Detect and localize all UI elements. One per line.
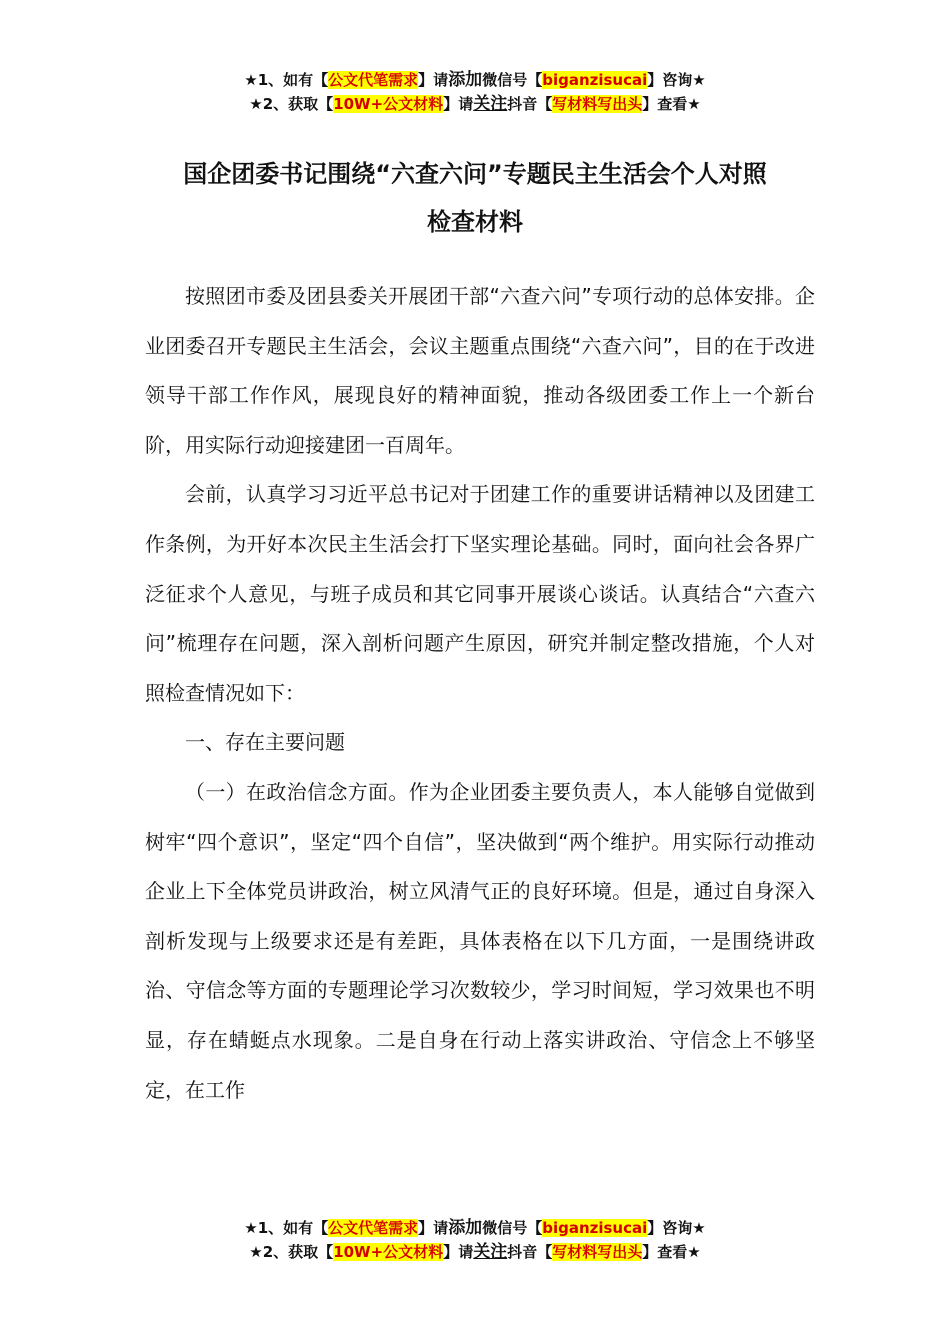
section-heading: 一、存在主要问题 [185,730,345,755]
paragraph: （一）在政治信念方面。作为企业团委主要负责人，本人能够自觉做到树牢“四个意识”，坚定“四个自信”，坚决做到“两个维护。用实际行动推动企业上下全体党员讲政治，树立风清气正的良好环境。但是，通过自身深入剖析发现与上级要求还是有差距，具体表格在以下几方面，一是围绕讲政治、守信念等方面的专题理论学习次数较少，学习时间短，学习效果也不明显，存在蜻蜓点水现象。二是自身在行动上落实讲政治、守信念上不够坚定，在工作 [145,779,815,1102]
banner-text: 微信号【 [482,1219,543,1237]
banner-text: ★2、获取【 [249,1243,334,1261]
banner-text: ★1、如有【 [244,1219,329,1237]
paragraph: 会前，认真学习习近平总书记对于团建工作的重要讲话精神以及团建工作条例，为开好本次民主生活会打下坚实理论基础。同时，面向社会各界广泛征求个人意见，与班子成员和其它同事开展谈心谈话。认真结合“六查六问”梳理存在问题，深入剖析问题产生原因，研究并制定整改措施，个人对照检查情况如下： [145,482,815,705]
document-body [145,272,815,1115]
banner-text: 抖音【 [507,1243,553,1261]
banner-line-1 [0,1216,950,1240]
highlight-wechat-id: biganzisucai [542,71,648,89]
highlight-douyin: 写材料写出头 [552,95,643,113]
banner-text: 】查看★ [642,95,701,113]
banner-text: 】咨询★ [647,1219,706,1237]
banner-text: 抖音【 [507,95,553,113]
banner-text: 】请 [418,71,449,89]
banner-line-2 [0,92,950,116]
highlight-materials: 10W+公文材料 [333,95,444,113]
banner-line-2 [0,1240,950,1264]
banner-text: 】请 [418,1219,449,1237]
footer-banner [0,1216,950,1264]
banner-line-1 [0,68,950,92]
banner-text: 】请 [443,1243,474,1261]
banner-text: 】请 [443,95,474,113]
banner-text: ★1、如有【 [244,71,329,89]
banner-emphasis: 关注 [473,94,508,114]
header-banner [0,68,950,116]
highlight-douyin: 写材料写出头 [552,1243,643,1261]
banner-emphasis: 添加 [448,70,483,90]
banner-text: 】查看★ [642,1243,701,1261]
highlight-service: 公文代笔需求 [328,1219,419,1237]
highlight-materials: 10W+公文材料 [333,1243,444,1261]
banner-emphasis: 添加 [448,1218,483,1238]
highlight-service: 公文代笔需求 [328,71,419,89]
highlight-wechat-id: biganzisucai [542,1219,648,1237]
banner-text: 】咨询★ [647,71,706,89]
banner-text: 微信号【 [482,71,543,89]
title-line-2: 检查材料 [427,208,523,236]
document-title [140,150,810,246]
banner-emphasis: 关注 [473,1242,508,1262]
title-line-1: 国企团委书记围绕“六查六问”专题民主生活会个人对照 [183,160,767,188]
banner-text: ★2、获取【 [249,95,334,113]
paragraph: 按照团市委及团县委关开展团干部“六查六问”专项行动的总体安排。企业团委召开专题民主生活会，会议主题重点围绕“六查六问”，目的在于改进领导干部工作作风，展现良好的精神面貌，推动各级团委工作上一个新台阶，用实际行动迎接建团一百周年。 [145,284,815,457]
